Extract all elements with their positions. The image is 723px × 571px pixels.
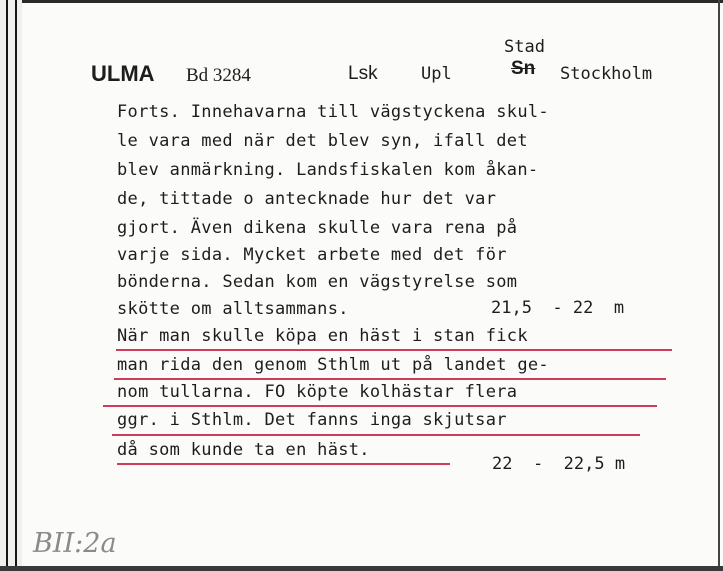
city-label: Stad <box>504 37 545 57</box>
city-value: Stockholm <box>560 64 653 84</box>
province-value: Upl <box>421 64 452 84</box>
text-line: skötte om alltsammans. <box>117 299 349 319</box>
parish-label: ULMA <box>91 61 155 86</box>
timestamp-range-1: 21,5 - 22 m <box>491 298 625 318</box>
text-line: blev anmärkning. Landsfiskalen kom åkan- <box>117 160 539 180</box>
text-line: då som kunde ta en häst. <box>117 440 370 460</box>
card-header <box>0 0 723 100</box>
text-line: man rida den genom Sthlm ut på landet ge- <box>117 355 549 375</box>
red-underline <box>112 434 640 436</box>
text-line: nom tullarna. FO köpte kolhästar flera <box>117 382 518 402</box>
red-underline <box>116 349 672 351</box>
text-line: När man skulle köpa en häst i stan fick <box>117 326 528 346</box>
province-label: Lsk <box>348 63 378 84</box>
archive-reference-handwritten: BII:2a <box>33 528 117 559</box>
text-line: bönderna. Sedan kom en vägstyrelse som <box>117 272 518 292</box>
text-line: le vara med när det blev syn, ifall det <box>117 131 528 151</box>
text-line: ggr. i Sthlm. Det fanns inga skjutsar <box>117 410 507 430</box>
text-line: varje sida. Mycket arbete med det för <box>117 245 507 265</box>
record-number: Bd 3284 <box>186 65 251 86</box>
text-line: de, tittade o antecknade hur det var <box>117 189 497 209</box>
red-underline <box>117 463 450 465</box>
text-line: gjort. Även dikena skulle vara rena på <box>117 218 518 238</box>
red-underline <box>114 378 666 380</box>
card-bottom-edge <box>0 566 723 571</box>
crossed-out-code: Sn <box>511 58 536 79</box>
text-line: Forts. Innehavarna till vägstyckena skul- <box>117 102 549 122</box>
timestamp-range-2: 22 - 22,5 m <box>492 454 626 474</box>
red-underline <box>103 405 657 407</box>
